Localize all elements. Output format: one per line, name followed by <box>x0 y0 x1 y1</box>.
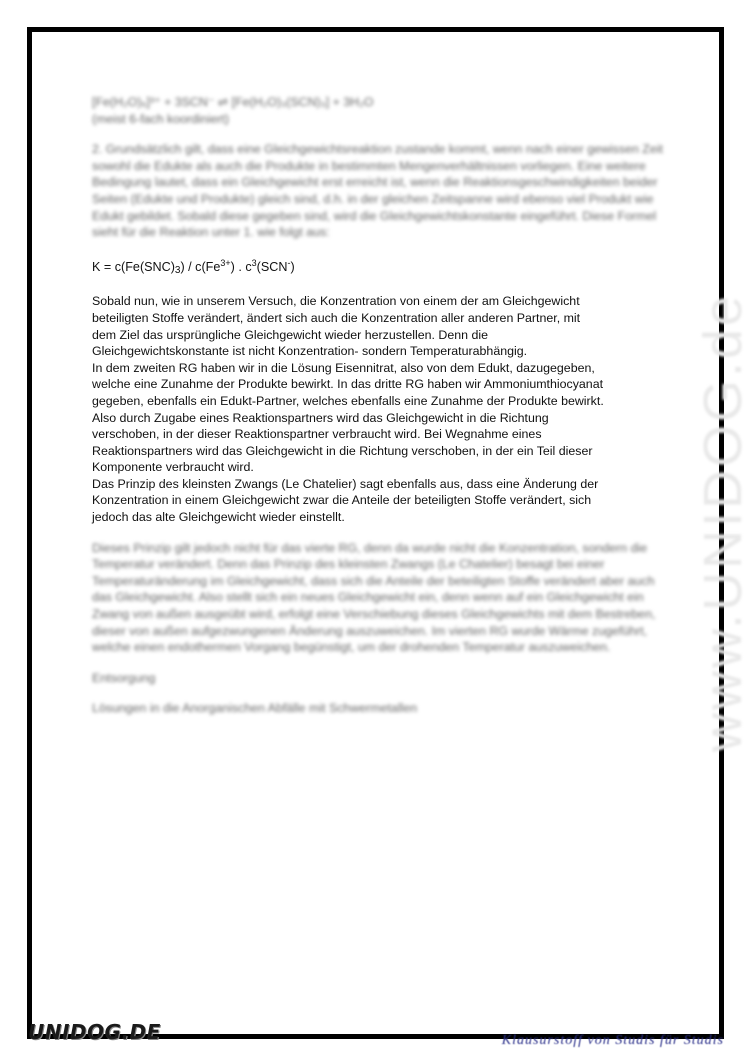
text-line: Also durch Zugabe eines Reaktionspartners wird das Gleichgewicht in die Richtung <box>92 410 549 425</box>
eq-c-superscript: 3 <box>251 257 257 268</box>
eq-mid: ) / c(Fe <box>180 259 221 274</box>
watermark-text: www.UNIDOG.de <box>693 292 753 752</box>
eq-fe-superscript: 3+ <box>220 257 231 268</box>
text-line: Gleichgewichtskonstante ist nicht Konzentration- sondern Temperaturabhängig. <box>92 344 528 359</box>
text-line: welche eine Zunahme der Produkte bewirkt. In das dritte RG haben wir Ammoniumthiocyanat <box>92 377 604 392</box>
text-line: verschoben, in der dieser Reaktionspartner verbraucht wird. Bei Wegnahme eines <box>92 427 542 442</box>
unidog-logo[interactable] <box>26 1014 161 1050</box>
eq-close: ) <box>290 259 295 274</box>
text-line: In dem zweiten RG haben wir in die Lösung Eisennitrat, also von dem Edukt, dazugegeben, <box>92 360 595 375</box>
disposal-text: Lösungen in die Anorganischen Abfälle mit Schwermetallen <box>92 701 418 716</box>
document-page <box>27 27 753 1039</box>
text-line: gegeben, ebenfalls ein Edukt-Partner, welches ebenfalls eine Zunahme der Produkte bewirkt. <box>92 393 604 408</box>
eq-k-subscript: 3 <box>174 264 181 276</box>
reaction-formula: [Fe(H₂O)₆]³⁺ + 3SCN⁻ ⇌ [Fe(H₂O)₃(SCN)₃] + 3H₂O <box>92 95 374 109</box>
text-line: Sobald nun, wie in unserem Versuch, die Konzentration von einem der am Gleichgewicht <box>92 294 580 309</box>
text-line: beteiligten Stoffe verändert, ändert sich auch die Konzentration aller anderen Partner, mit <box>92 310 581 325</box>
paragraph-equilibrium-conditions: 2. Grundsätzlich gilt, dass eine Gleichgewichtsreaktion zustande kommt, wenn nach einer gewissen Zeit sowohl die Edukte als auch die Produkte in bestimmten Mengenverhältnissen vorliegen. Eine weitere Bedingung lautet, dass ein Gleichgewicht erst erreicht ist, wenn die Reaktionsgeschwindigkeiten beider Seiten (Edukte und Produkte) gleich sind, d.h. in der gleichen Zeitspanne wird ebenso viel Produkt wie Edukt gebildet. Sobald diese gegeben sind, wird die Gleichgewichtskonstante eingeführt. Diese Formel sieht für die Reaktion unter 1. wie folgt aus: <box>92 142 663 240</box>
section-heading-disposal: Entsorgung <box>92 670 156 685</box>
formula-note: (meist 6-fach koordiniert) <box>92 111 230 126</box>
eq-k: K = c(Fe(SNC) <box>92 259 175 274</box>
paragraph-temperature: Dieses Prinzip gilt jedoch nicht für das vierte RG, denn da wurde nicht die Konzentration, sondern die Temperatur verändert. Denn das Prinzip des kleinsten Zwangs (Le Chatelier) besagt bei einer Temperaturänderung im Gleichgewicht, dass sich die Anteile der beteiligten Stoffe verändert aber auch das Gleichgewicht. Also stellt sich ein neues Gleichgewicht ein, denn wenn auf ein Gleichgewicht ein Zwang von außen ausgeübt wird, erfolgt eine Verschiebung dieses Gleichgewichts mit dem Bestreben, dieser von außen aufgezwungenen Änderung auszuweichen. Im vierten RG wurde Wärme zugeführt, welche einen endothermen Vorgang begünstigt, um der drohenden Temperatur auszuweichen. <box>92 540 656 655</box>
text-line: Konzentration in einem Gleichgewicht zwar die Anteile der beteiligten Stoffe verändert, sich <box>92 493 592 508</box>
eq-dot: ) . c <box>230 259 252 274</box>
text-line: Reaktionspartners wird das Gleichgewicht in die Richtung verschoben, in der ein Teil dieser <box>92 443 593 458</box>
main-paragraph <box>92 293 667 525</box>
eq-scn-superscript: - <box>287 257 291 268</box>
text-line: jedoch das alte Gleichgewicht wieder einstellt. <box>92 510 345 525</box>
footer-slogan: Klausurstoff von Studis für Studis <box>501 1033 724 1048</box>
text-line: Das Prinzip des kleinsten Zwangs (Le Chatelier) sagt ebenfalls aus, dass eine Änderung der <box>92 476 599 491</box>
eq-scn: (SCN <box>256 259 288 274</box>
text-line: Komponente verbraucht wird. <box>92 460 254 475</box>
logo-text: UNIDOG.DE <box>28 1020 161 1044</box>
equilibrium-constant-equation <box>92 255 667 280</box>
text-line: dem Ziel das ursprüngliche Gleichgewicht wieder herzustellen. Denn die <box>92 327 489 342</box>
document-body <box>92 94 667 731</box>
